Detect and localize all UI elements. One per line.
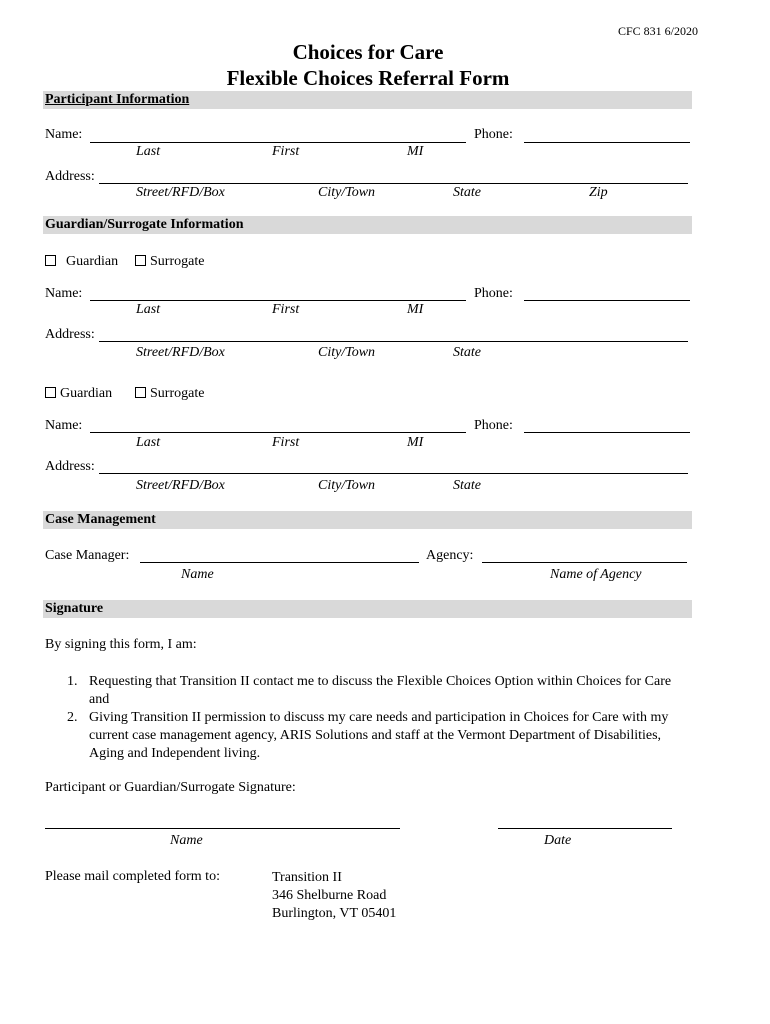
participant-last-caption: Last bbox=[136, 144, 161, 159]
guardian2-city-caption: City/Town bbox=[318, 478, 376, 493]
guardian2-street-caption: Street/RFD/Box bbox=[136, 478, 225, 493]
participant-section-title: Participant Information bbox=[45, 92, 190, 107]
form-title-line2: Flexible Choices Referral Form bbox=[226, 66, 510, 90]
case-manager-label: Case Manager: bbox=[45, 548, 130, 563]
guardian2-phone-field[interactable] bbox=[524, 432, 690, 433]
case-management-section-title: Case Management bbox=[45, 512, 156, 527]
signature-date-field[interactable] bbox=[498, 828, 672, 829]
consent-item-number: 1. bbox=[67, 674, 78, 689]
participant-zip-caption: Zip bbox=[589, 185, 608, 200]
guardian1-address-label: Address: bbox=[45, 327, 95, 342]
guardian2-last-caption: Last bbox=[136, 435, 161, 450]
consent-item bbox=[67, 673, 692, 709]
mail-address-line2: 346 Shelburne Road bbox=[272, 888, 387, 903]
mail-address-line1: Transition II bbox=[272, 870, 342, 885]
guardian2-name-label: Name: bbox=[45, 418, 83, 433]
guardian2-surrogate-option[interactable] bbox=[135, 386, 204, 402]
signature-label: Participant or Guardian/Surrogate Signature: bbox=[45, 780, 296, 795]
mail-address bbox=[272, 869, 396, 923]
guardian1-guardian-option[interactable] bbox=[45, 254, 118, 270]
guardian2-state-caption: State bbox=[453, 478, 481, 493]
guardian1-name-label: Name: bbox=[45, 286, 83, 301]
case-manager-field[interactable] bbox=[140, 562, 419, 563]
consent-item-number: 2. bbox=[67, 710, 78, 725]
guardian1-surrogate-checkbox[interactable] bbox=[135, 255, 146, 266]
guardian1-state-caption: State bbox=[453, 345, 481, 360]
guardian2-address-field[interactable] bbox=[99, 473, 688, 474]
participant-mi-caption: MI bbox=[407, 144, 424, 159]
participant-name-field[interactable] bbox=[90, 142, 466, 143]
guardian2-guardian-checkbox[interactable] bbox=[45, 387, 56, 398]
guardian1-last-caption: Last bbox=[136, 302, 161, 317]
mail-label: Please mail completed form to: bbox=[45, 869, 220, 884]
guardian-section-title: Guardian/Surrogate Information bbox=[45, 217, 244, 232]
form-title-line1: Choices for Care bbox=[292, 40, 444, 64]
consent-list bbox=[67, 673, 692, 763]
signature-name-caption: Name bbox=[170, 833, 203, 848]
guardian1-mi-caption: MI bbox=[407, 302, 424, 317]
guardian2-guardian-label: Guardian bbox=[60, 386, 113, 401]
guardian2-name-field[interactable] bbox=[90, 432, 466, 433]
guardian1-phone-label: Phone: bbox=[474, 286, 513, 301]
guardian2-address-label: Address: bbox=[45, 459, 95, 474]
participant-street-caption: Street/RFD/Box bbox=[136, 185, 225, 200]
participant-name-label: Name: bbox=[45, 127, 83, 142]
signature-name-field[interactable] bbox=[45, 828, 400, 829]
form-id: CFC 831 6/2020 bbox=[617, 24, 698, 38]
guardian1-first-caption: First bbox=[272, 302, 300, 317]
guardian2-first-caption: First bbox=[272, 435, 300, 450]
guardian2-mi-caption: MI bbox=[407, 435, 424, 450]
guardian-section-header bbox=[43, 216, 692, 234]
mail-address-line3: Burlington, VT 05401 bbox=[272, 906, 397, 921]
consent-item bbox=[67, 709, 692, 763]
guardian1-street-caption: Street/RFD/Box bbox=[136, 345, 225, 360]
guardian1-city-caption: City/Town bbox=[318, 345, 376, 360]
participant-city-caption: City/Town bbox=[318, 185, 376, 200]
consent-item-text: Requesting that Transition II contact me to discuss the Flexible Choices Option within Choices for Care and bbox=[89, 674, 672, 707]
participant-first-caption: First bbox=[272, 144, 300, 159]
signature-intro: By signing this form, I am: bbox=[45, 637, 197, 652]
guardian2-guardian-option[interactable] bbox=[45, 386, 112, 402]
guardian1-guardian-label: Guardian bbox=[66, 254, 119, 269]
guardian1-name-field[interactable] bbox=[90, 300, 466, 301]
participant-state-caption: State bbox=[453, 185, 481, 200]
agency-name-caption: Name of Agency bbox=[550, 567, 642, 582]
guardian1-guardian-checkbox[interactable] bbox=[45, 255, 56, 266]
guardian2-surrogate-checkbox[interactable] bbox=[135, 387, 146, 398]
guardian2-surrogate-label: Surrogate bbox=[150, 386, 205, 401]
participant-phone-label: Phone: bbox=[474, 127, 513, 142]
consent-item-text: Giving Transition II permission to discuss my care needs and participation in Choices for Care with my current case management agency, ARIS Solutions and staff at the Vermont Department of Disabilities, Aging and Independent living. bbox=[89, 710, 669, 761]
agency-field[interactable] bbox=[482, 562, 687, 563]
guardian1-surrogate-label: Surrogate bbox=[150, 254, 205, 269]
participant-phone-field[interactable] bbox=[524, 142, 690, 143]
case-manager-name-caption: Name bbox=[181, 567, 214, 582]
signature-date-caption: Date bbox=[544, 833, 572, 848]
agency-label: Agency: bbox=[426, 548, 474, 563]
case-management-section-header bbox=[43, 511, 692, 529]
participant-section-header bbox=[43, 91, 692, 109]
guardian1-address-field[interactable] bbox=[99, 341, 688, 342]
participant-address-label: Address: bbox=[45, 169, 95, 184]
signature-section-title: Signature bbox=[45, 601, 104, 616]
guardian1-surrogate-option[interactable] bbox=[135, 254, 204, 270]
signature-section-header bbox=[43, 600, 692, 618]
guardian1-phone-field[interactable] bbox=[524, 300, 690, 301]
participant-address-field[interactable] bbox=[99, 183, 688, 184]
guardian2-phone-label: Phone: bbox=[474, 418, 513, 433]
